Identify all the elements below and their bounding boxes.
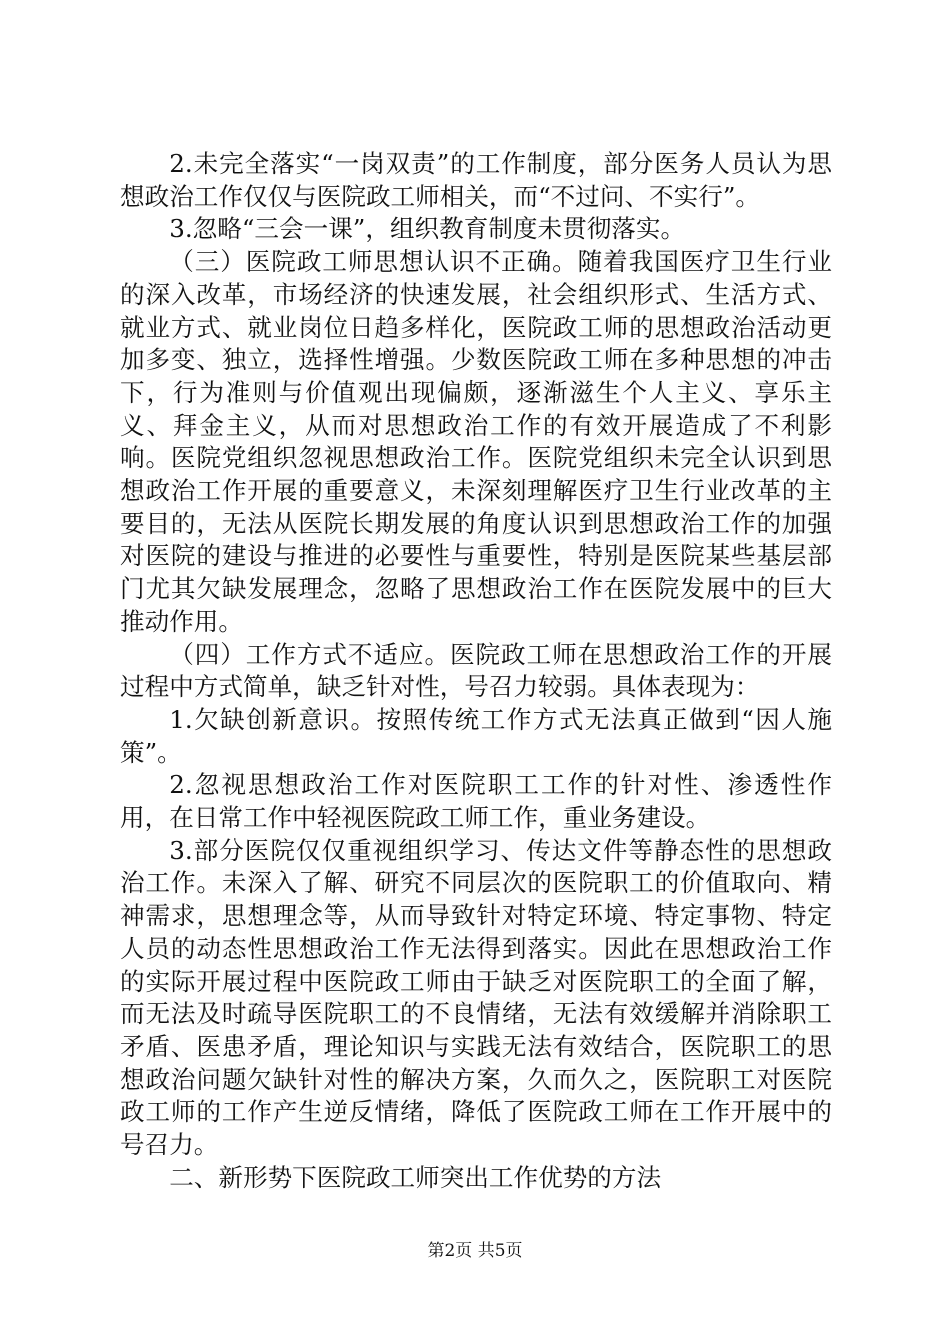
document-body: [120, 148, 832, 1195]
section-heading-2: 二、新形势下医院政工师突出工作优势的方法: [169, 1162, 662, 1192]
paragraph-sub-item-2: 2.忽视思想政治工作对医院职工工作的针对性、渗透性作用，在日常工作中轻视医院政工师工作，重业务建设。: [120, 770, 832, 833]
paragraph-section-4: （四）工作方式不适应。医院政工师在思想政治工作的开展过程中方式简单，缺乏针对性，号召力较弱。具体表现为：: [120, 639, 832, 702]
paragraph-item-3: 3.忽略“三会一课”，组织教育制度未贯彻落实。: [169, 214, 686, 244]
paragraph-item-2: 2.未完全落实“一岗双责”的工作制度，部分医务人员认为思想政治工作仅仅与医院政工师相关，而“不过问、不实行”。: [120, 149, 832, 211]
paragraph-sub-item-1: 1.欠缺创新意识。按照传统工作方式无法真正做到“因人施策”。: [120, 704, 832, 767]
page-number-footer: 第2页 共5页: [427, 1241, 523, 1261]
paragraph-section-3: （三）医院政工师思想认识不正确。随着我国医疗卫生行业的深入改革，市场经济的快速发展，社会组织形式、生活方式、就业方式、就业岗位日趋多样化，医院政工师的思想政治活动更加多变、独立，选择性增强。少数医院政工师在多种思想的冲击下，行为准则与价值观出现偏颇，逐渐滋生个人主义、享乐主义、拜金主义，从而对思想政治工作的有效开展造成了不利影响。医院党组织忽视思想政治工作。医院党组织未完全认识到思想政治工作开展的重要意义，未深刻理解医疗卫生行业改革的主要目的，无法从医院长期发展的角度认识到思想政治工作的加强对医院的建设与推进的必要性与重要性，特别是医院某些基层部门尤其欠缺发展理念，忽略了思想政治工作在医院发展中的巨大推动作用。: [120, 247, 832, 636]
paragraph-sub-item-3: 3.部分医院仅仅重视组织学习、传达文件等静态性的思想政治工作。未深入了解、研究不同层次的医院职工的价值取向、精神需求，思想理念等，从而导致针对特定环境、特定事物、特定人员的动态性思想政治工作无法得到落实。因此在思想政治工作的实际开展过程中医院政工师由于缺乏对医院职工的全面了解，而无法及时疏导医院职工的不良情绪，无法有效缓解并消除职工矛盾、医患矛盾，理论知识与实践无法有效结合，医院职工的思想政治问题欠缺针对性的解决方案，久而久之，医院职工对医院政工师的工作产生逆反情绪，降低了医院政工师在工作开展中的号召力。: [120, 835, 832, 1160]
